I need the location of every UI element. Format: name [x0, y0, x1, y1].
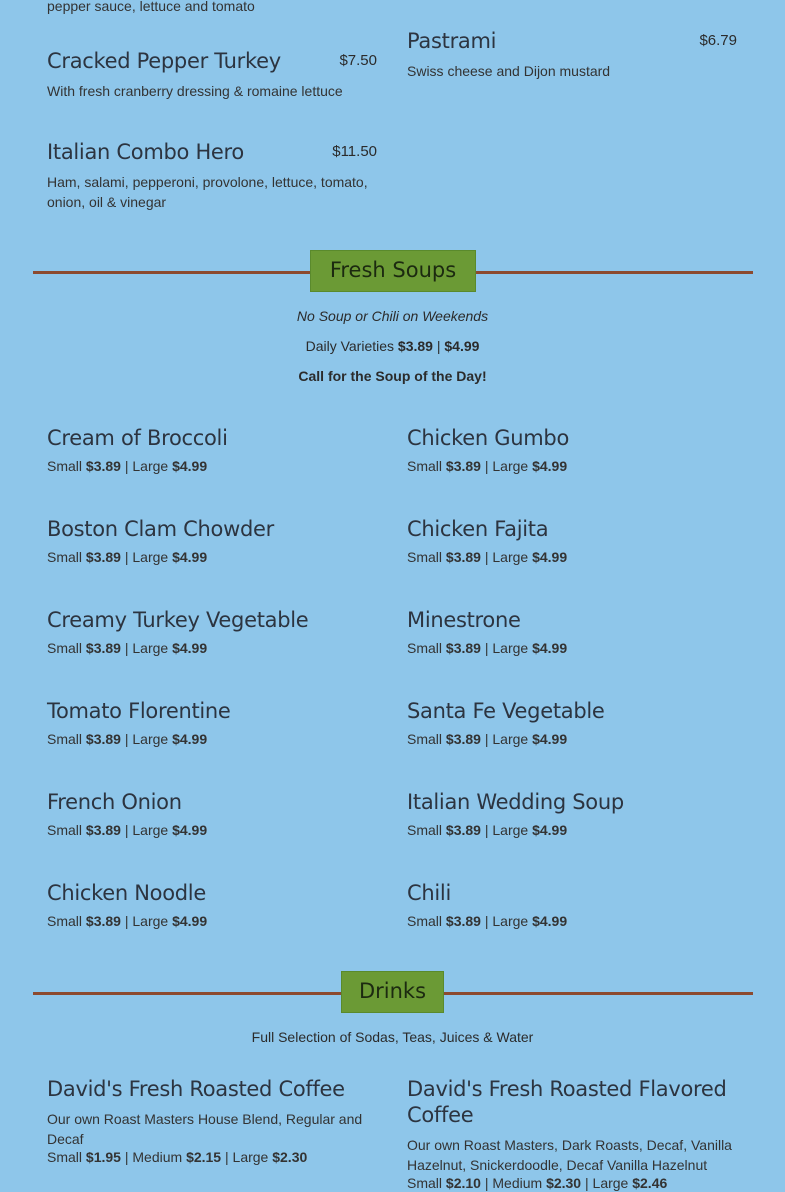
item-name: Pastrami — [407, 29, 497, 53]
soup-item — [407, 425, 737, 474]
medium-label: | Medium — [484, 1175, 543, 1191]
small-price: $3.89 — [85, 549, 121, 565]
small-label: Small — [47, 822, 83, 838]
item-description: With fresh cranberry dressing & romaine lettuce — [47, 83, 343, 99]
large-price: $4.99 — [172, 913, 208, 929]
large-price: $4.99 — [172, 731, 208, 747]
soup-note: No Soup or Chili on Weekends — [296, 308, 489, 324]
item-name: Minestrone — [407, 608, 521, 632]
soup-item — [47, 698, 377, 747]
item-description: Ham, salami, pepperoni, provolone, lettuce, tomato, onion, oil & vinegar — [47, 174, 368, 210]
menu-item-partial — [47, 0, 377, 16]
drinks-note: Full Selection of Sodas, Teas, Juices & Water — [251, 1029, 534, 1045]
item-name: David's Fresh Roasted Coffee — [47, 1077, 345, 1101]
large-price: $4.99 — [532, 913, 568, 929]
soup-item — [47, 425, 377, 474]
small-label: Small — [407, 640, 443, 656]
item-name: Creamy Turkey Vegetable — [47, 608, 309, 632]
soup-item — [407, 516, 737, 565]
large-price: $4.99 — [172, 640, 208, 656]
section-heading-soups: Fresh Soups — [310, 250, 476, 292]
soup-item — [47, 607, 377, 656]
item-price: $11.50 — [332, 143, 377, 160]
daily-label: Daily Varieties — [305, 338, 395, 354]
small-price: $3.89 — [445, 458, 481, 474]
soup-daily-prices — [0, 338, 785, 354]
large-label: | Large — [124, 458, 169, 474]
medium-price: $2.30 — [546, 1175, 582, 1191]
daily-small-price: $3.89 — [397, 338, 433, 354]
small-price: $3.89 — [445, 549, 481, 565]
item-name: Chicken Fajita — [407, 517, 549, 541]
small-label: Small — [407, 1175, 443, 1191]
menu-item — [47, 139, 377, 212]
item-name: Cream of Broccoli — [47, 426, 228, 450]
small-price: $3.89 — [445, 731, 481, 747]
soup-of-the-day: Call for the Soup of the Day! — [298, 368, 487, 384]
large-label: | Large — [124, 549, 169, 565]
item-prices — [407, 913, 737, 929]
item-name: Chicken Gumbo — [407, 426, 569, 450]
large-price: $2.46 — [632, 1175, 668, 1191]
large-price: $4.99 — [172, 458, 208, 474]
item-prices — [407, 1175, 737, 1191]
medium-price: $2.15 — [186, 1149, 222, 1165]
small-price: $3.89 — [445, 640, 481, 656]
small-price: $3.89 — [445, 913, 481, 929]
large-price: $4.99 — [532, 640, 568, 656]
drink-item — [47, 1076, 377, 1165]
large-label: | Large — [484, 731, 529, 747]
item-name: Tomato Florentine — [47, 699, 231, 723]
item-name: Cracked Pepper Turkey — [47, 49, 281, 73]
item-price: $7.50 — [339, 52, 377, 69]
soup-item — [47, 880, 377, 929]
item-name: Santa Fe Vegetable — [407, 699, 605, 723]
medium-label: | Medium — [124, 1149, 183, 1165]
soup-item — [407, 698, 737, 747]
small-label: Small — [47, 731, 83, 747]
small-label: Small — [47, 549, 83, 565]
soup-item — [407, 789, 737, 838]
item-prices — [407, 822, 737, 838]
large-price: $4.99 — [532, 731, 568, 747]
large-label: | Large — [124, 731, 169, 747]
menu-item — [47, 48, 377, 101]
large-price: $4.99 — [532, 822, 568, 838]
item-description: Swiss cheese and Dijon mustard — [407, 63, 611, 79]
large-price: $4.99 — [172, 822, 208, 838]
soup-item — [407, 880, 737, 929]
daily-sep: | — [436, 338, 441, 354]
drink-item — [407, 1076, 737, 1191]
menu-item — [407, 28, 737, 81]
item-name: Italian Combo Hero — [47, 140, 244, 164]
large-label: | Large — [484, 549, 529, 565]
item-name: French Onion — [47, 790, 182, 814]
item-prices — [47, 731, 377, 747]
small-price: $3.89 — [85, 731, 121, 747]
item-description: pepper sauce, lettuce and tomato — [47, 0, 255, 14]
small-label: Small — [407, 822, 443, 838]
small-label: Small — [407, 549, 443, 565]
large-label: | Large — [484, 913, 529, 929]
daily-large-price: $4.99 — [444, 338, 480, 354]
large-price: $2.30 — [272, 1149, 308, 1165]
item-prices — [47, 458, 377, 474]
small-price: $2.10 — [445, 1175, 481, 1191]
soup-item — [47, 789, 377, 838]
item-prices — [407, 640, 737, 656]
item-name: Italian Wedding Soup — [407, 790, 624, 814]
small-price: $3.89 — [85, 458, 121, 474]
large-label: | Large — [124, 913, 169, 929]
item-prices — [47, 913, 377, 929]
large-label: | Large — [484, 640, 529, 656]
small-label: Small — [47, 640, 83, 656]
item-prices — [47, 549, 377, 565]
item-prices — [47, 640, 377, 656]
item-prices — [407, 458, 737, 474]
large-label: | Large — [484, 822, 529, 838]
item-description: Our own Roast Masters, Dark Roasts, Decaf, Vanilla Hazelnut, Snickerdoodle, Decaf Vanilla Hazelnut — [407, 1137, 732, 1173]
large-label: | Large — [585, 1175, 629, 1191]
small-label: Small — [407, 458, 443, 474]
item-price: $6.79 — [699, 32, 737, 49]
large-price: $4.99 — [532, 549, 568, 565]
small-price: $3.89 — [445, 822, 481, 838]
large-label: | Large — [225, 1149, 269, 1165]
large-label: | Large — [124, 640, 169, 656]
item-name: Chicken Noodle — [47, 881, 206, 905]
small-label: Small — [47, 913, 83, 929]
small-price: $3.89 — [85, 640, 121, 656]
small-label: Small — [407, 913, 443, 929]
small-label: Small — [47, 458, 83, 474]
small-price: $3.89 — [85, 913, 121, 929]
item-name: David's Fresh Roasted Flavored Coffee — [407, 1077, 727, 1127]
section-heading-drinks: Drinks — [341, 971, 444, 1013]
item-description: Our own Roast Masters House Blend, Regular and Decaf — [47, 1111, 363, 1147]
item-name: Boston Clam Chowder — [47, 517, 274, 541]
small-label: Small — [47, 1149, 83, 1165]
item-prices — [407, 731, 737, 747]
small-price: $3.89 — [85, 822, 121, 838]
large-label: | Large — [124, 822, 169, 838]
small-price: $1.95 — [85, 1149, 121, 1165]
item-prices — [407, 549, 737, 565]
item-name: Chili — [407, 881, 451, 905]
large-price: $4.99 — [532, 458, 568, 474]
small-label: Small — [407, 731, 443, 747]
large-label: | Large — [484, 458, 529, 474]
large-price: $4.99 — [172, 549, 208, 565]
item-prices — [47, 822, 377, 838]
soup-item — [407, 607, 737, 656]
soup-item — [47, 516, 377, 565]
item-prices — [47, 1149, 377, 1165]
